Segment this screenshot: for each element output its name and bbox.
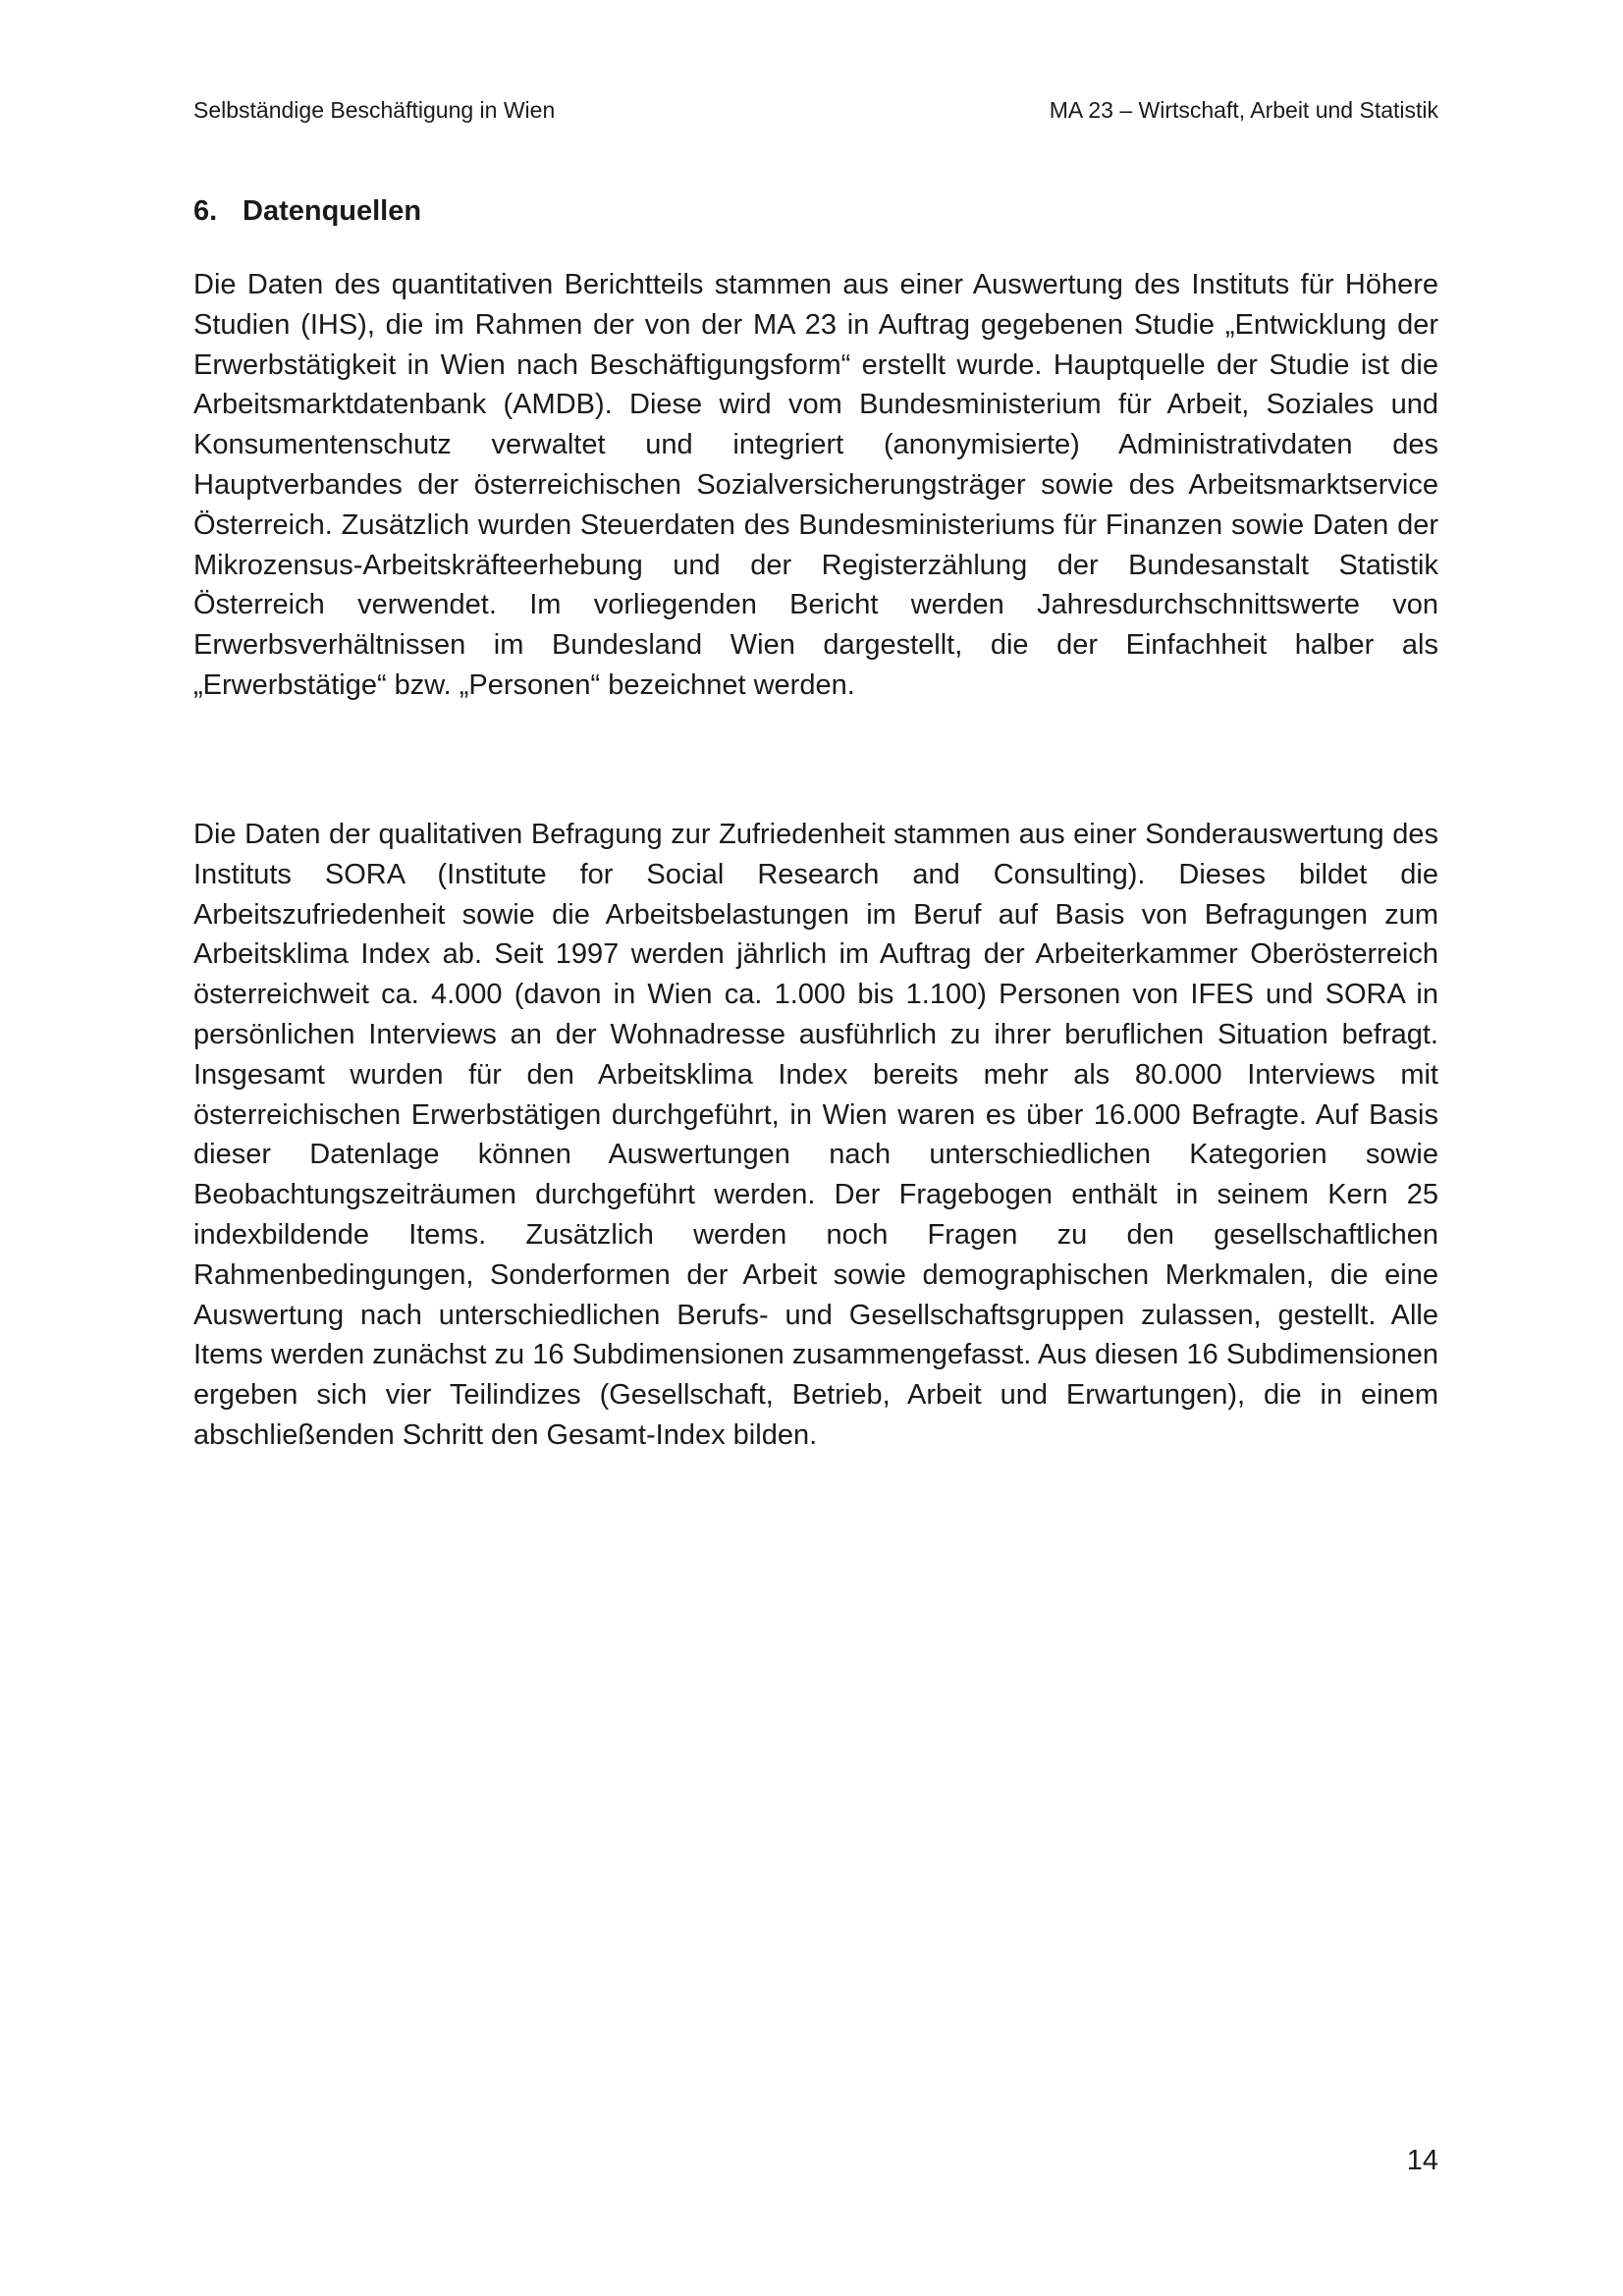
section-heading <box>193 194 421 228</box>
running-header-department: MA 23 – Wirtschaft, Arbeit und Statistik <box>1049 97 1438 123</box>
running-header-title: Selbständige Beschäftigung in Wien <box>193 97 556 123</box>
page-number: 14 <box>1406 2145 1438 2176</box>
paragraph-data-sources-qualitative: Die Daten der qualitativen Befragung zur Zufriedenheit stammen aus einer Sonderauswertung des Instituts SORA (Institute for Social Research and Consulting). Dieses bildet die Arbeitszufriedenheit sowie die Arbeitsbelastungen im Beruf auf Basis von Befragungen zum Arbeitsklima Index ab. Seit 1997 werden jährlich im Auftrag der Arbeiterkammer Oberösterreich österreichweit ca. 4.000 (davon in Wien ca. 1.000 bis 1.100) Personen von IFES und SORA in persönlichen Interviews an der Wohnadresse ausführlich zu ihrer beruflichen Situation befragt. Insgesamt wurden für den Arbeitsklima Index bereits mehr als 80.000 Interviews mit österreichischen Erwerbstätigen durchgeführt, in Wien waren es über 16.000 Befragte. Auf Basis dieser Datenlage können Auswertungen nach unterschiedlichen Kategorien sowie Beobachtungszeiträumen durchgeführt werden. Der Fragebogen enthält in seinem Kern 25 indexbildende Items. Zusätzlich werden noch Fragen zu den gesellschaftlichen Rahmenbedingungen, Sonderformen der Arbeit sowie demographischen Merkmalen, die eine Auswertung nach unterschiedlichen Berufs- und Gesellschaftsgruppen zulassen, gestellt. Alle Items werden zunächst zu 16 Subdimensionen zusammengefasst. Aus diesen 16 Subdimensionen ergeben sich vier Teilindizes (Gesellschaft, Betrieb, Arbeit und Erwartungen), die in einem abschließenden Schritt den Gesamt-Index bilden. <box>193 819 1438 1451</box>
section-title: Datenquellen <box>243 195 422 227</box>
section-number: 6. <box>193 195 218 227</box>
paragraph-data-sources-quantitative: Die Daten des quantitativen Berichtteils stammen aus einer Auswertung des Instituts für Höhere Studien (IHS), die im Rahmen der von der MA 23 in Auftrag gegebenen Studie „Entwicklung der Erwerbstätigkeit in Wien nach Beschäftigungsform“ erstellt wurde. Hauptquelle der Studie ist die Arbeitsmarktdatenbank (AMDB). Diese wird vom Bundesministerium für Arbeit, Soziales und Konsumentenschutz verwaltet und integriert (anonymisierte) Administrativdaten des Hauptverbandes der österreichischen Sozialversicherungsträger sowie des Arbeitsmarktservice Österreich. Zusätzlich wurden Steuerdaten des Bundesministeriums für Finanzen sowie Daten der Mikrozensus-Arbeitskräfteerhebung und der Registerzählung der Bundesanstalt Statistik Österreich verwendet. Im vorliegenden Bericht werden Jahresdurchschnittswerte von Erwerbsverhältnissen im Bundesland Wien dargestellt, die der Einfachheit halber als „Erwerbstätige“ bzw. „Personen“ bezeichnet werden. <box>193 269 1438 701</box>
